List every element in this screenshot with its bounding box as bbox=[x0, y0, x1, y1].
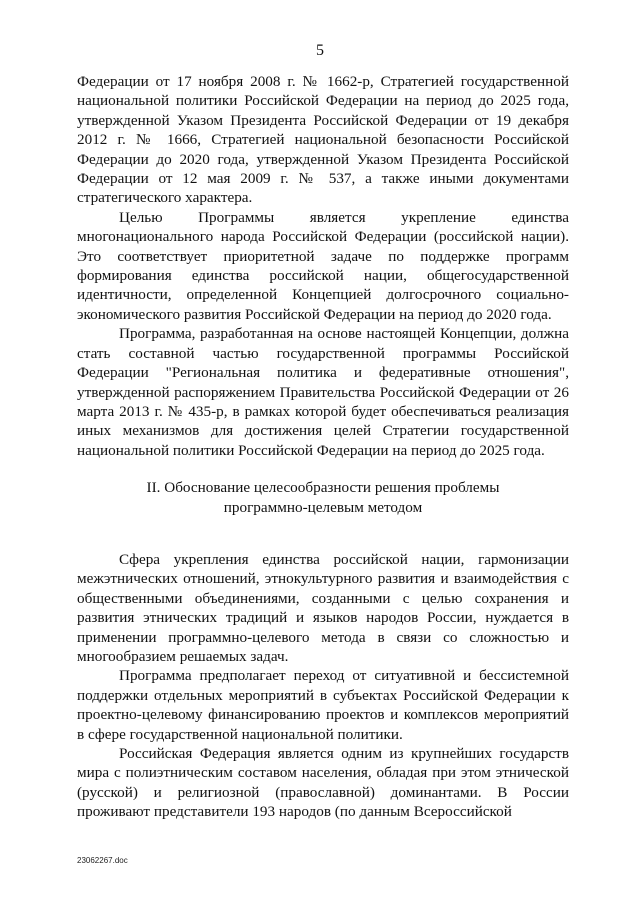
paragraph-transition: Программа предполагает переход от ситуативной и бессистемной поддержки отдельных мероприятий в субъектах Российской Федерации к проектно-целевому финансированию проектов и комплексов мероприятий в сфере государственной национальной политики. bbox=[77, 667, 569, 743]
footer-file-code: 23062267.doc bbox=[77, 856, 128, 865]
paragraph-continuation: Федерации от 17 ноября 2008 г. № 1662-р, Стратегией государственной национальной политики Российской Федерации на период до 2025 года, утвержденной Указом Президента Российской Федерации от 19 декабря 2012 г. № 1666, Стратегией национальной безопасности Российской Федерации до 2020 года, утвержденной Указом Президента Российской Федерации от 12 мая 2009 г. № 537, а также иными документами стратегического характера. bbox=[77, 73, 569, 207]
page-number: 5 bbox=[316, 42, 324, 59]
paragraph-federation: Российская Федерация является одним из крупнейших государств мира с полиэтническим составом населения, обладая при этом этнической (русской) и религиозной (православной) доминантами. В России проживают представители 193 народов (по данным Всероссийской bbox=[77, 745, 569, 821]
paragraph-goal: Целью Программы является укрепление единства многонационального народа Российской Федерации (российской нации). Это соответствует приоритетной задаче по поддержке программ формирования единства российской нации, общегосударственной идентичности, определенной Концепцией долгосрочного социально-экономического развития Российской Федерации на период до 2020 года. bbox=[77, 208, 569, 323]
paragraph-program: Программа, разработанная на основе настоящей Концепции, должна стать составной частью государственной программы Российской Федерации "Региональная политика и федеративные отношения", утвержденной распоряжением Правительства Российской Федерации от 26 марта 2013 г. № 435-р, в рамках которой будет обеспечиваться реализация иных механизмов для достижения целей Стратегии государственной национальной политики Российской Федерации на период до 2025 года. bbox=[77, 325, 569, 459]
section-heading-line-1: II. Обоснование целесообразности решения проблемы bbox=[146, 479, 500, 497]
document-body bbox=[77, 72, 569, 822]
paragraph-sphere: Сфера укрепления единства российской нации, гармонизации межэтнических отношений, этнокультурного развития и взаимодействия с общественными объединениями, созданными с целью сохранения и развития этнических традиций и языков народов России, нуждается в применении программно-целевого метода в связи со сложностью и многообразием решаемых задач. bbox=[77, 550, 569, 665]
section-heading-line-2: программно-целевым методом bbox=[223, 498, 423, 516]
section-heading bbox=[77, 478, 569, 517]
